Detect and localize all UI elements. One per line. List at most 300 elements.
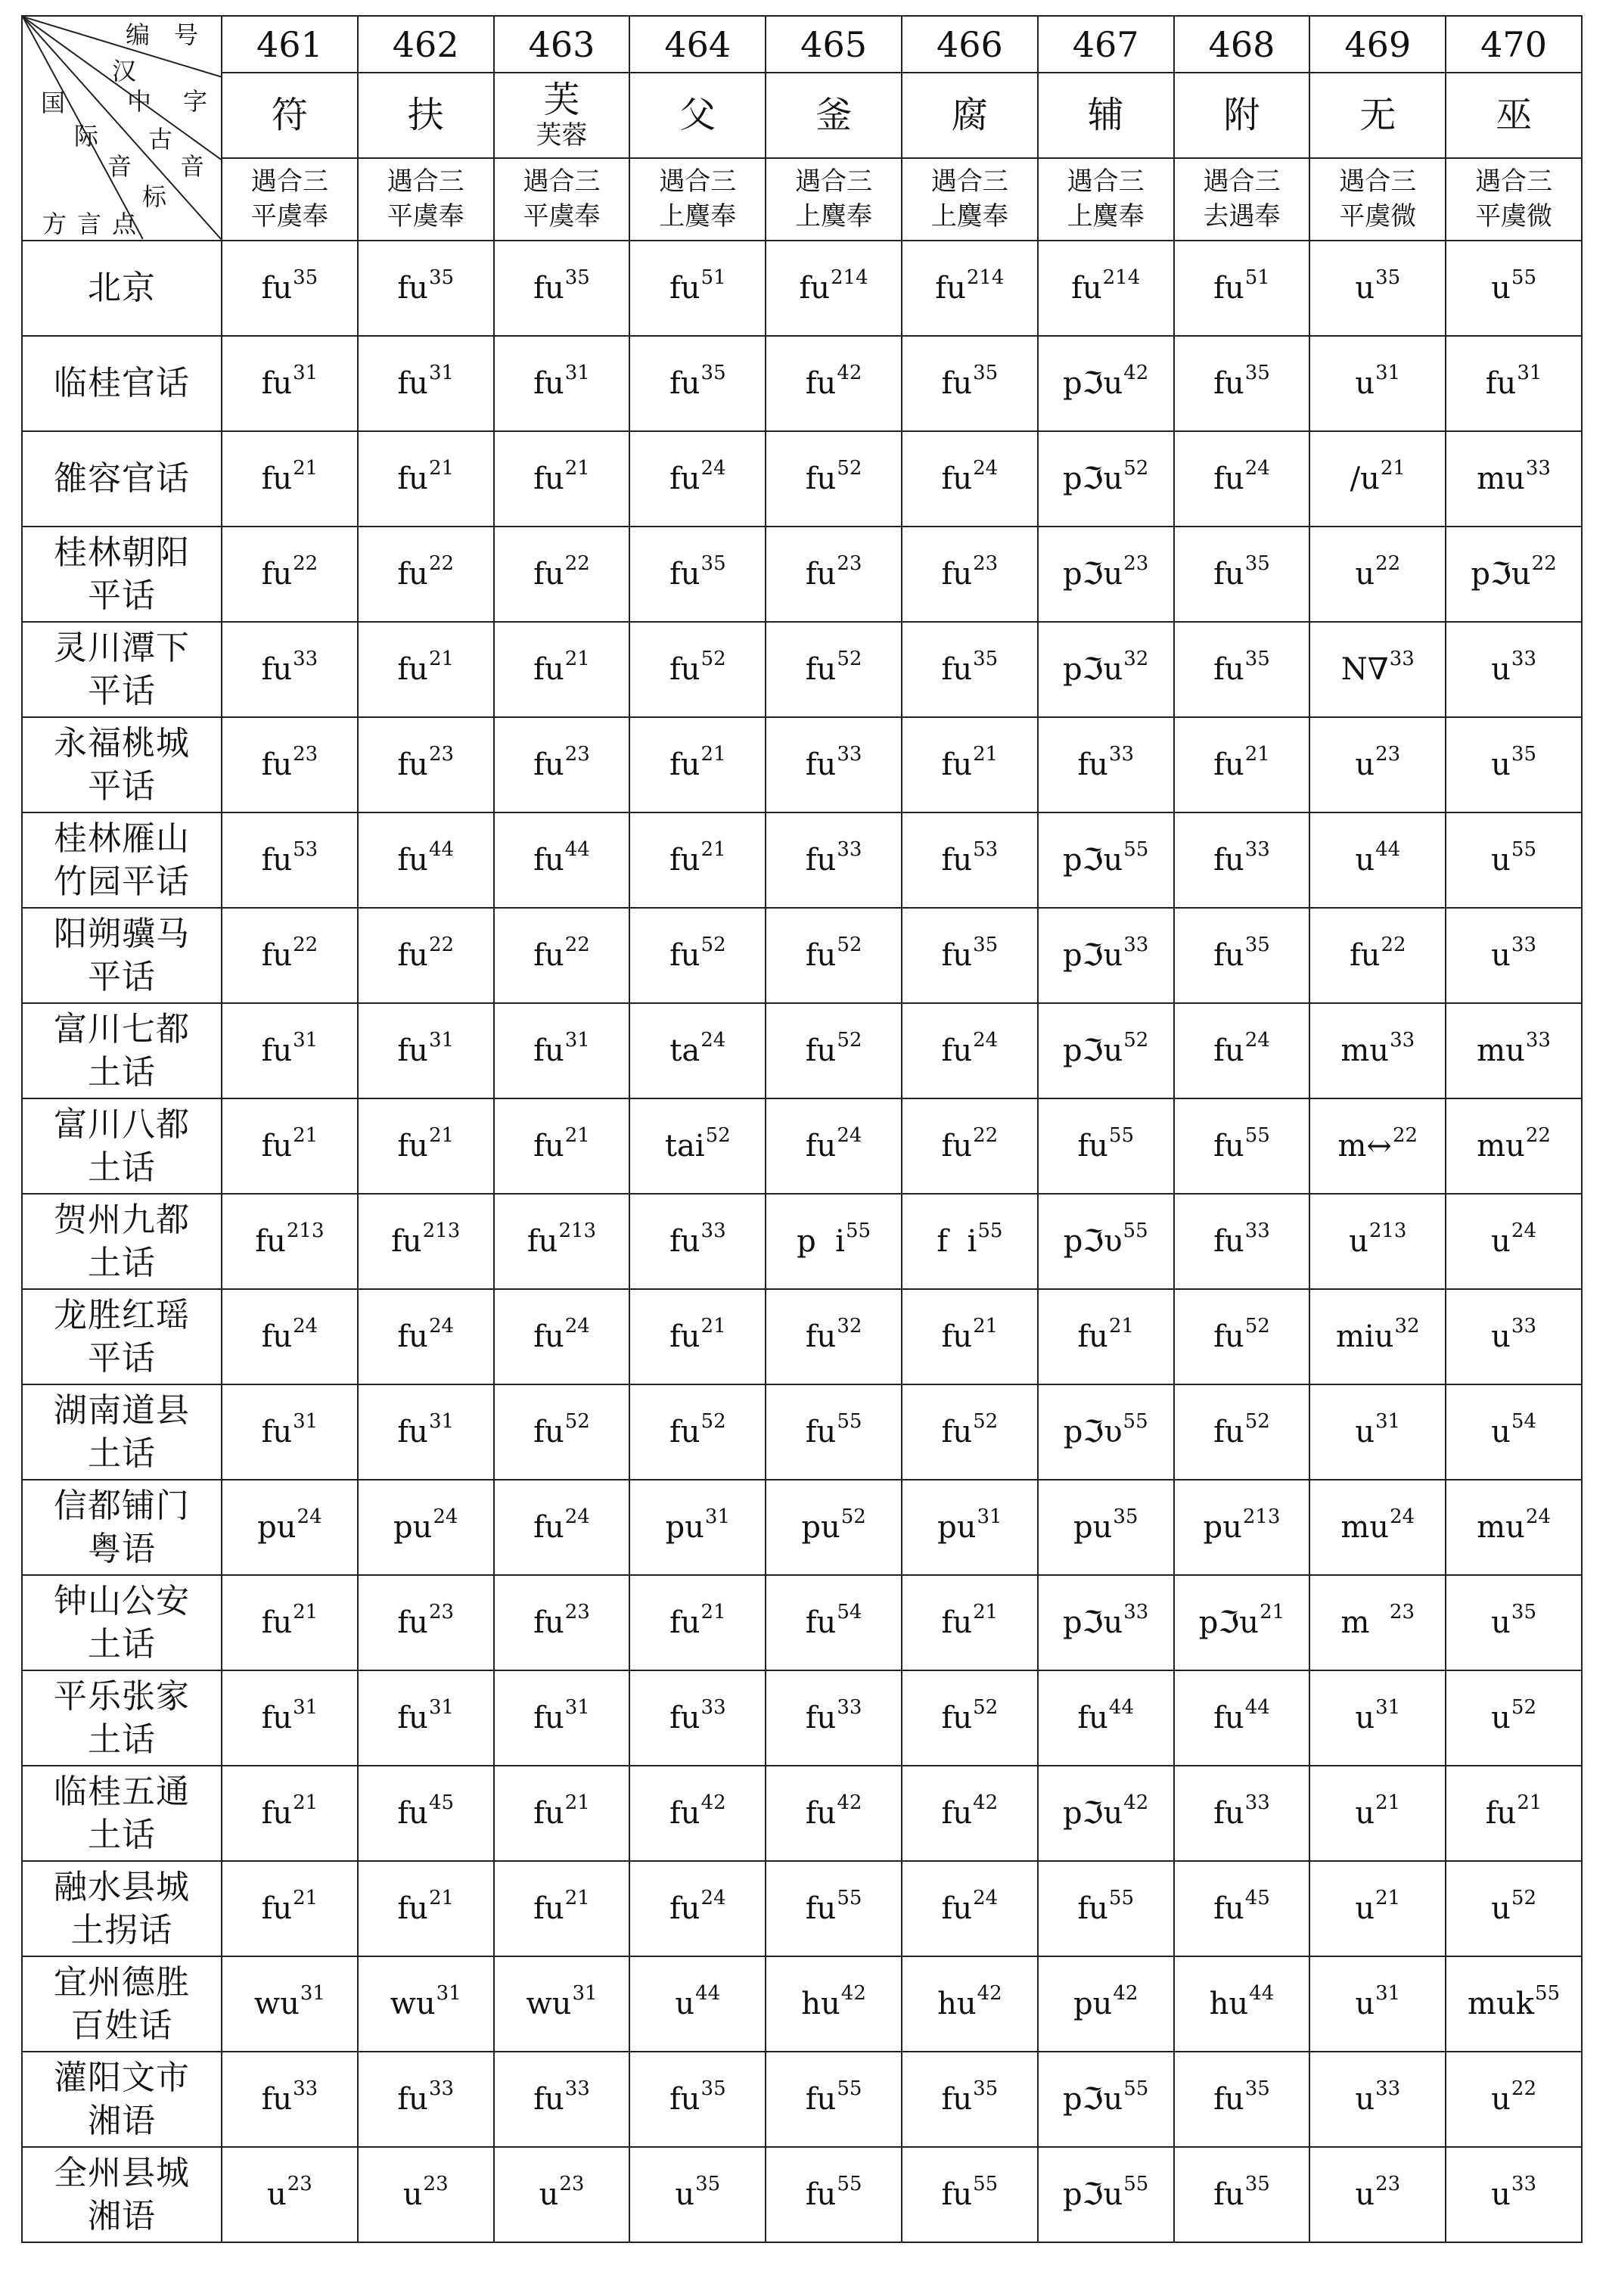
pronunciation-segment: ta <box>669 1033 700 1068</box>
tone-value: 55 <box>1511 837 1536 861</box>
corner-label-ji: 际 <box>74 122 99 151</box>
pronunciation-cell <box>629 527 766 622</box>
tone-value: 24 <box>293 1314 318 1338</box>
corner-label-yin2: 音 <box>180 152 205 181</box>
pronunciation-segment: u <box>266 2177 287 2212</box>
tone-value: 22 <box>1392 1123 1418 1147</box>
pronunciation-cell <box>222 1384 358 1480</box>
middle-chinese-line: 遇合三 <box>795 166 873 197</box>
pronunciation-segment: fu <box>669 843 700 878</box>
dialect-site-line: 钟山公安 <box>54 1581 190 1620</box>
pronunciation-segment: fu <box>805 461 837 496</box>
pronunciation-segment: pu <box>393 1510 433 1545</box>
tone-value: 32 <box>1123 647 1149 670</box>
pronunciation-cell <box>222 1003 358 1098</box>
dialect-site-line: 全州县城 <box>54 2153 190 2192</box>
tone-value: 35 <box>1244 933 1270 956</box>
tone-value: 23 <box>1389 1600 1415 1623</box>
pronunciation-segment: fu <box>397 1891 428 1926</box>
tone-value: 21 <box>564 1791 590 1814</box>
tone-value: 24 <box>700 456 726 480</box>
tone-value: 42 <box>1113 1981 1138 2005</box>
tone-value: 52 <box>837 456 862 480</box>
tone-value: 52 <box>837 1028 862 1052</box>
dialect-site <box>22 1670 222 1766</box>
pronunciation-segment: fu <box>669 461 700 496</box>
pronunciation-segment: pu <box>1203 1510 1242 1545</box>
tone-value: 24 <box>1390 1505 1415 1528</box>
character-gloss: 芙蓉 <box>536 120 588 151</box>
pronunciation-cell <box>222 336 358 431</box>
pronunciation-segment: fu <box>261 1319 293 1354</box>
pronunciation-segment: fu <box>805 1129 837 1164</box>
pronunciation-segment: fu <box>533 843 564 878</box>
tone-value: 33 <box>293 2077 318 2100</box>
tone-value: 21 <box>428 647 455 670</box>
column-number: 465 <box>766 16 902 73</box>
pronunciation-segment: wu <box>253 1987 300 2021</box>
pronunciation-cell <box>222 622 358 717</box>
pronunciation-cell <box>1038 2052 1174 2147</box>
tone-value: 55 <box>837 1409 862 1433</box>
dialect-site-line: 平话 <box>88 576 156 615</box>
pronunciation-cell <box>629 1194 766 1289</box>
tone-value: 35 <box>1375 266 1401 289</box>
pronunciation-segment: fu <box>397 843 428 878</box>
column-number: 462 <box>358 16 494 73</box>
dialect-site <box>22 241 222 336</box>
pronunciation-cell <box>629 908 766 1003</box>
pronunciation-cell <box>1309 1480 1446 1575</box>
pronunciation-cell <box>902 1003 1038 1098</box>
pronunciation-cell <box>766 717 902 812</box>
pronunciation-cell <box>902 1766 1038 1861</box>
pronunciation-segment: fu <box>941 747 973 782</box>
pronunciation-cell <box>629 1003 766 1098</box>
pronunciation-cell <box>494 1670 630 1766</box>
pronunciation-segment: pℑu <box>1198 1605 1260 1640</box>
pronunciation-segment: fu <box>1077 1701 1108 1735</box>
pronunciation-segment: fu <box>1213 1701 1244 1735</box>
dialect-site <box>22 1575 222 1670</box>
pronunciation-segment: fu <box>261 1129 293 1164</box>
pronunciation-cell <box>766 1766 902 1861</box>
column-middle-chinese <box>1446 158 1582 241</box>
column-middle-chinese <box>1174 158 1310 241</box>
middle-chinese-line: 遇合三 <box>1339 166 1417 197</box>
pronunciation-segment: fu <box>1213 366 1244 401</box>
pronunciation-cell <box>902 527 1038 622</box>
pronunciation-segment: u <box>1355 366 1375 401</box>
pronunciation-cell <box>494 336 630 431</box>
pronunciation-cell <box>494 431 630 527</box>
pronunciation-cell <box>1309 1766 1446 1861</box>
pronunciation-segment: fu <box>397 1796 428 1831</box>
pronunciation-cell <box>1038 622 1174 717</box>
pronunciation-cell <box>494 527 630 622</box>
pronunciation-segment: u <box>1355 2082 1375 2117</box>
tone-value: 52 <box>1244 1314 1270 1338</box>
tone-value: 33 <box>1525 1028 1551 1052</box>
middle-chinese-line: 上麌奉 <box>795 200 873 231</box>
tone-value: 22 <box>428 933 455 956</box>
pronunciation-segment: pu <box>1073 1510 1113 1545</box>
tone-value: 35 <box>1244 2172 1270 2195</box>
tone-value: 213 <box>1242 1505 1281 1528</box>
tone-value: 33 <box>1108 742 1135 766</box>
pronunciation-segment: fu <box>941 938 973 973</box>
tone-value: 35 <box>973 2077 999 2100</box>
tone-value: 42 <box>977 1981 1002 2005</box>
pronunciation-segment: pℑu <box>1063 1605 1123 1640</box>
pronunciation-cell <box>766 2052 902 2147</box>
tone-value: 31 <box>300 1981 325 2005</box>
dialect-site <box>22 717 222 812</box>
pronunciation-cell <box>358 1575 494 1670</box>
tone-value: 35 <box>973 933 999 956</box>
corner-label-zi: 字 <box>183 87 208 116</box>
pronunciation-cell <box>222 1861 358 1956</box>
dialect-site-line: 富川八都 <box>54 1105 190 1144</box>
pronunciation-segment: pℑu <box>1063 1033 1123 1068</box>
tone-value: 35 <box>973 361 999 384</box>
pronunciation-segment: fu <box>1213 271 1244 306</box>
tone-value: 35 <box>1511 742 1536 766</box>
tone-value: 52 <box>700 1409 726 1433</box>
tone-value: 214 <box>1102 266 1141 289</box>
dialect-site-line: 平话 <box>88 767 156 806</box>
pronunciation-cell <box>494 717 630 812</box>
pronunciation-segment: fu <box>669 1701 700 1735</box>
tone-value: 44 <box>1244 1695 1270 1719</box>
tone-value: 33 <box>700 1695 726 1719</box>
middle-chinese-line: 平虞奉 <box>387 200 464 231</box>
tone-value: 55 <box>973 2172 999 2195</box>
pronunciation-segment: u <box>1355 1987 1375 2021</box>
pronunciation-cell <box>1446 241 1582 336</box>
tone-value: 21 <box>293 1600 318 1623</box>
pronunciation-segment: fu <box>805 1891 837 1926</box>
dialect-site <box>22 1861 222 1956</box>
corner-label-fang: 方 <box>42 210 67 238</box>
pronunciation-cell <box>222 1575 358 1670</box>
pronunciation-segment: fu <box>669 557 700 592</box>
pronunciation-cell <box>1174 527 1310 622</box>
pronunciation-cell <box>358 1480 494 1575</box>
tone-value: 24 <box>700 1886 726 1909</box>
pronunciation-cell <box>1309 527 1446 622</box>
pronunciation-segment: fu <box>533 1319 564 1354</box>
pronunciation-segment: u <box>675 1987 695 2021</box>
tone-value: 33 <box>837 1695 862 1719</box>
tone-value: 35 <box>700 2077 726 2100</box>
dialect-site-line: 桂林雁山 <box>54 819 190 858</box>
pronunciation-segment: pℑu <box>1471 557 1531 592</box>
pronunciation-segment: fu <box>261 1033 293 1068</box>
dialect-site <box>22 2147 222 2242</box>
middle-chinese-line: 上麌奉 <box>930 200 1008 231</box>
pronunciation-cell <box>358 1956 494 2052</box>
tone-value: 22 <box>564 551 590 575</box>
pronunciation-segment: fu <box>397 366 428 401</box>
column-number: 468 <box>1174 16 1310 73</box>
pronunciation-cell <box>358 336 494 431</box>
column-number: 461 <box>222 16 358 73</box>
pronunciation-segment: N∇ <box>1340 652 1389 687</box>
dialect-site <box>22 1384 222 1480</box>
pronunciation-segment: fu <box>533 938 564 973</box>
middle-chinese-line: 去遇奉 <box>1203 200 1281 231</box>
pronunciation-cell <box>629 1098 766 1194</box>
pronunciation-cell <box>766 1384 902 1480</box>
tone-value: 23 <box>564 1600 590 1623</box>
tone-value: 55 <box>1244 1123 1270 1147</box>
column-middle-chinese <box>902 158 1038 241</box>
tone-value: 31 <box>436 1981 461 2005</box>
tone-value: 23 <box>1375 2172 1401 2195</box>
dialect-site-line: 永福桃城 <box>54 723 190 763</box>
tone-value: 42 <box>973 1791 999 1814</box>
pronunciation-cell <box>358 1098 494 1194</box>
dialect-site-line: 土话 <box>88 1625 156 1664</box>
tone-value: 22 <box>428 551 455 575</box>
pronunciation-cell <box>1174 1575 1310 1670</box>
pronunciation-segment: wu <box>390 1987 436 2021</box>
pronunciation-cell <box>1446 908 1582 1003</box>
pronunciation-cell <box>494 1384 630 1480</box>
column-middle-chinese <box>1038 158 1174 241</box>
tone-value: 21 <box>564 1886 590 1909</box>
tone-value: 52 <box>705 1123 731 1147</box>
pronunciation-segment: fu <box>1213 1415 1244 1449</box>
pronunciation-cell <box>766 1861 902 1956</box>
character-glyph: 腐 <box>951 94 988 137</box>
tone-value: 31 <box>977 1505 1002 1528</box>
dialect-site-line: 龙胜红瑶 <box>54 1295 190 1334</box>
pronunciation-cell <box>766 2147 902 2242</box>
pronunciation-segment: fu <box>669 938 700 973</box>
dialect-site-line: 灌阳文市 <box>54 2058 190 2097</box>
pronunciation-segment: u <box>1491 2082 1511 2117</box>
tone-value: 23 <box>428 1600 455 1623</box>
pronunciation-segment: fu <box>533 461 564 496</box>
pronunciation-segment: mu <box>1477 1033 1525 1068</box>
pronunciation-segment: mu <box>1477 1510 1525 1545</box>
tone-value: 21 <box>293 1791 318 1814</box>
tone-value: 44 <box>1108 1695 1135 1719</box>
dialect-site-line: 土话 <box>88 1720 156 1759</box>
tone-value: 21 <box>973 1314 999 1338</box>
tone-value: 213 <box>422 1219 461 1242</box>
pronunciation-cell <box>629 431 766 527</box>
pronunciation-segment: fu <box>1485 1796 1517 1831</box>
tone-value: 214 <box>831 266 868 289</box>
pronunciation-segment: u <box>1355 747 1375 782</box>
pronunciation-cell <box>629 1956 766 2052</box>
tone-value: 213 <box>286 1219 325 1242</box>
character-glyph: 釜 <box>815 94 853 137</box>
pronunciation-segment: fu <box>805 747 837 782</box>
pronunciation-segment: pu <box>1073 1987 1113 2021</box>
pronunciation-cell <box>1309 241 1446 336</box>
table-row <box>22 1098 1582 1194</box>
header-corner-cell <box>22 16 222 241</box>
pronunciation-segment: u <box>1491 1415 1511 1449</box>
dialect-site-line: 土拐话 <box>70 1911 173 1950</box>
dialect-site-line: 信都铺门 <box>54 1486 190 1525</box>
character-glyph: 芙 <box>543 79 580 122</box>
pronunciation-segment: fu <box>941 2177 973 2212</box>
table-row <box>22 1670 1582 1766</box>
tone-value: 21 <box>293 1886 318 1909</box>
tone-value: 21 <box>700 1600 726 1623</box>
tone-value: 35 <box>1244 551 1270 575</box>
dialect-site <box>22 2052 222 2147</box>
dialect-site <box>22 1480 222 1575</box>
tone-value: 31 <box>1375 1409 1401 1433</box>
pronunciation-segment: fu <box>1213 1033 1244 1068</box>
pronunciation-segment: fu <box>261 1415 293 1449</box>
pronunciation-cell <box>1309 622 1446 717</box>
tone-value: 21 <box>700 1314 726 1338</box>
tone-value: 44 <box>695 1981 721 2005</box>
column-character <box>1309 73 1446 158</box>
pronunciation-segment: fu <box>669 1224 700 1259</box>
tone-value: 21 <box>1375 1791 1401 1814</box>
pronunciation-cell <box>1309 1098 1446 1194</box>
table-row <box>22 431 1582 527</box>
tone-value: 24 <box>973 1028 999 1052</box>
pronunciation-cell <box>902 2052 1038 2147</box>
tone-value: 21 <box>428 1886 455 1909</box>
pronunciation-segment: fu <box>397 1701 428 1735</box>
corner-label-hao: 号 <box>174 20 199 49</box>
pronunciation-cell <box>629 2052 766 2147</box>
tone-value: 23 <box>287 2172 312 2195</box>
tone-value: 31 <box>564 1028 590 1052</box>
tone-value: 31 <box>1375 1695 1401 1719</box>
dialect-site-line: 灵川潭下 <box>54 628 190 667</box>
pronunciation-segment: fu <box>397 1605 428 1640</box>
pronunciation-segment: u <box>1355 557 1375 592</box>
pronunciation-cell <box>1038 1194 1174 1289</box>
pronunciation-cell <box>1309 1956 1446 2052</box>
pronunciation-cell <box>494 1098 630 1194</box>
pronunciation-segment: fu <box>261 271 293 306</box>
column-character <box>1038 73 1174 158</box>
pronunciation-segment: fu <box>1213 1129 1244 1164</box>
tone-value: 22 <box>1381 933 1406 956</box>
pronunciation-cell <box>902 1194 1038 1289</box>
tone-value: 22 <box>293 551 318 575</box>
pronunciation-cell <box>1174 1480 1310 1575</box>
tone-value: 52 <box>1123 1028 1149 1052</box>
tone-value: 22 <box>1531 551 1557 575</box>
tone-value: 31 <box>293 1409 318 1433</box>
pronunciation-cell <box>358 1670 494 1766</box>
dialect-site-line: 平话 <box>88 1339 156 1378</box>
pronunciation-cell <box>766 336 902 431</box>
pronunciation-cell <box>1038 1575 1174 1670</box>
tone-value: 32 <box>837 1314 862 1338</box>
dialect-site-line: 北京 <box>88 269 156 308</box>
header-row-number <box>22 16 1582 73</box>
tone-value: 21 <box>1260 1600 1285 1623</box>
tone-value: 24 <box>428 1314 455 1338</box>
pronunciation-cell <box>629 336 766 431</box>
tone-value: 52 <box>700 933 726 956</box>
pronunciation-cell <box>1309 717 1446 812</box>
column-number: 466 <box>902 16 1038 73</box>
pronunciation-cell <box>1446 1766 1582 1861</box>
column-middle-chinese <box>222 158 358 241</box>
pronunciation-cell <box>1038 527 1174 622</box>
corner-label-gu: 古 <box>148 125 173 154</box>
pronunciation-segment: p i <box>797 1224 845 1259</box>
pronunciation-cell <box>1446 2147 1582 2242</box>
pronunciation-segment: u <box>1491 1319 1511 1354</box>
pronunciation-segment: fu <box>941 1701 973 1735</box>
pronunciation-segment: miu <box>1335 1319 1394 1354</box>
pronunciation-segment: fu <box>805 2177 837 2212</box>
pronunciation-cell <box>1446 431 1582 527</box>
tone-value: 33 <box>1511 1314 1536 1338</box>
pronunciation-segment: fu <box>805 938 837 973</box>
pronunciation-segment: fu <box>261 1796 293 1831</box>
table-row <box>22 241 1582 336</box>
column-character <box>902 73 1038 158</box>
pronunciation-segment: fu <box>533 366 564 401</box>
pronunciation-segment: fu <box>533 271 564 306</box>
tone-value: 21 <box>1375 1886 1401 1909</box>
table-row <box>22 1480 1582 1575</box>
tone-value: 21 <box>293 1123 318 1147</box>
pronunciation-cell <box>222 812 358 908</box>
pronunciation-segment: fu <box>941 2082 973 2117</box>
tone-value: 55 <box>837 2172 862 2195</box>
pronunciation-cell <box>629 2147 766 2242</box>
pronunciation-cell <box>1174 336 1310 431</box>
pronunciation-cell <box>494 1861 630 1956</box>
table-row <box>22 2052 1582 2147</box>
pronunciation-segment: fu <box>533 1510 564 1545</box>
pronunciation-cell <box>1038 1480 1174 1575</box>
pronunciation-segment: fu <box>805 843 837 878</box>
pronunciation-segment: mu <box>1477 461 1525 496</box>
pronunciation-cell <box>1038 1861 1174 1956</box>
pronunciation-segment: fu <box>533 652 564 687</box>
pronunciation-segment: fu <box>397 652 428 687</box>
tone-value: 24 <box>433 1505 458 1528</box>
tone-value: 24 <box>564 1505 590 1528</box>
pronunciation-segment: fu <box>533 1033 564 1068</box>
pronunciation-cell <box>629 241 766 336</box>
pronunciation-cell <box>1446 1670 1582 1766</box>
pronunciation-cell <box>1038 336 1174 431</box>
pronunciation-segment: fu <box>1077 1129 1108 1164</box>
pronunciation-cell <box>494 622 630 717</box>
tone-value: 55 <box>977 1219 1003 1242</box>
middle-chinese-line: 平虞微 <box>1339 200 1417 231</box>
pronunciation-segment: pu <box>665 1510 704 1545</box>
pronunciation-cell <box>358 431 494 527</box>
pronunciation-segment: fu <box>397 1319 428 1354</box>
pronunciation-cell <box>629 1384 766 1480</box>
pronunciation-segment: fu <box>805 557 837 592</box>
tone-value: 24 <box>837 1123 862 1147</box>
pronunciation-segment: fu <box>397 1415 428 1449</box>
pronunciation-cell <box>1446 1956 1582 2052</box>
